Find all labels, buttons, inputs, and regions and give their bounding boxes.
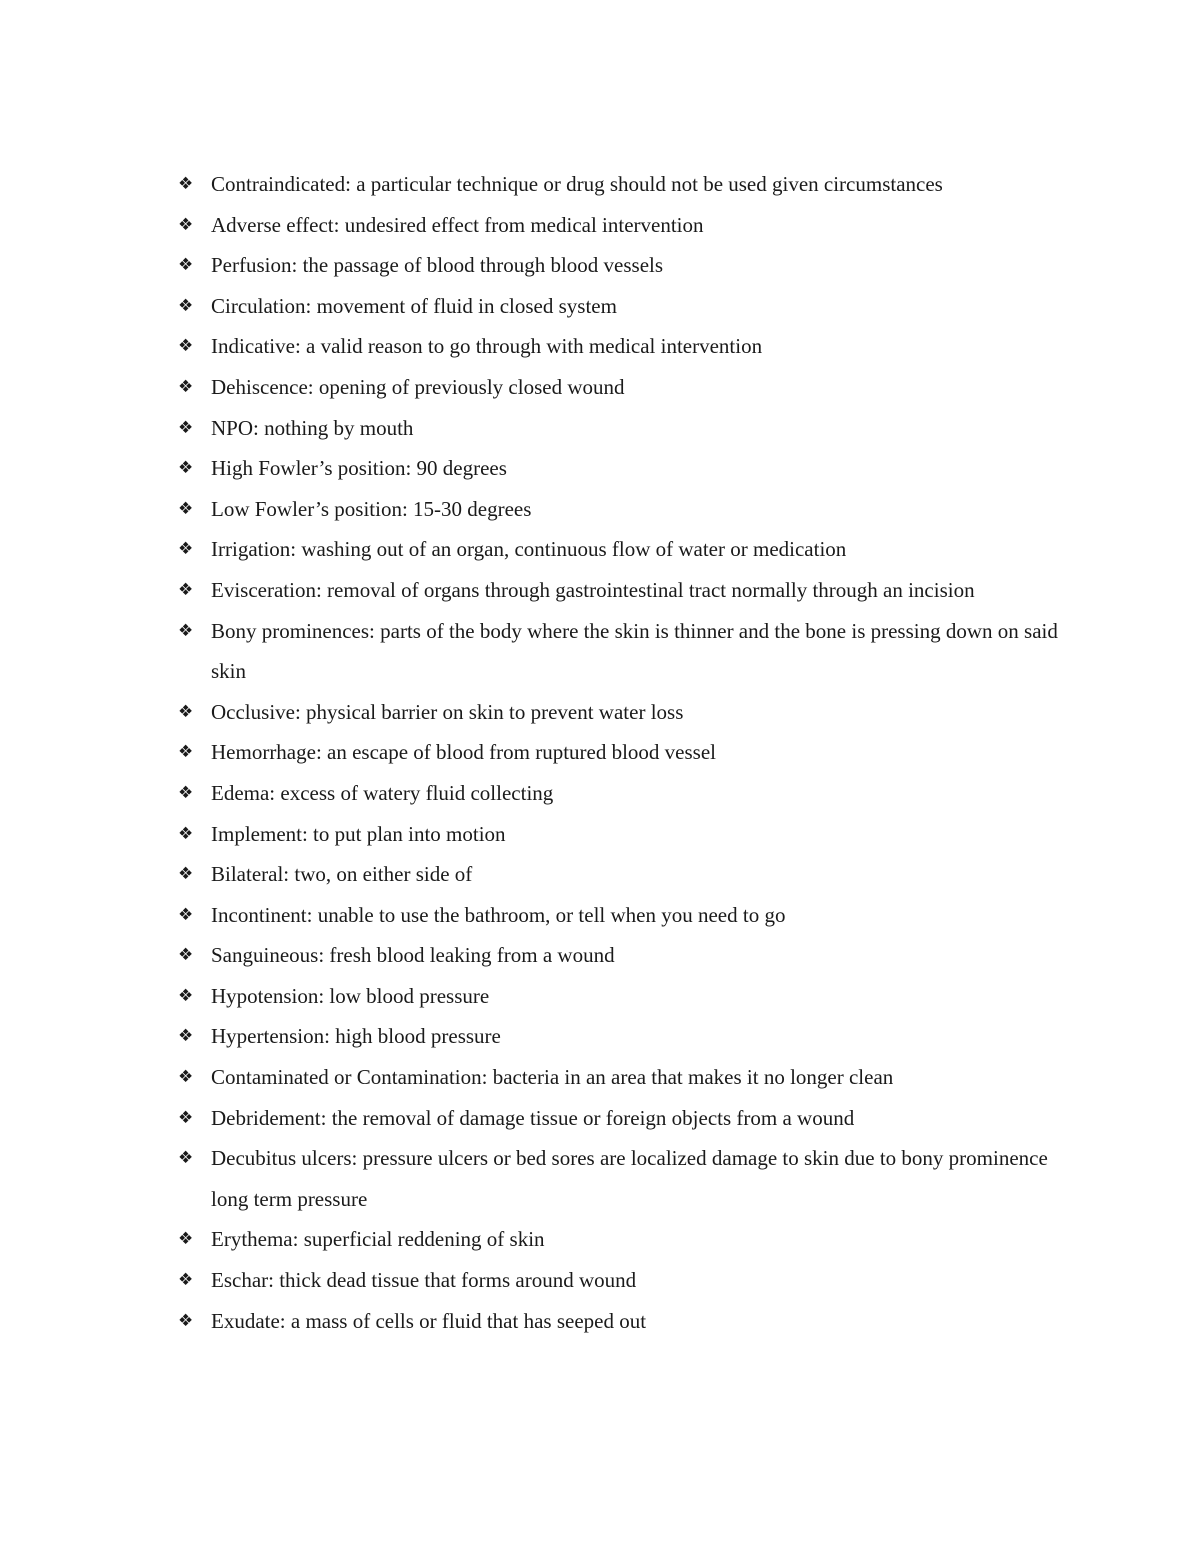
diamond-bullet-icon: ❖ (178, 742, 194, 763)
list-item (178, 529, 1058, 570)
list-item (178, 164, 1058, 205)
diamond-bullet-icon: ❖ (178, 458, 194, 479)
list-item (178, 448, 1058, 489)
list-item (178, 286, 1058, 327)
list-item (178, 570, 1058, 611)
list-item (178, 489, 1058, 530)
list-item-text: Indicative: a valid reason to go through with medical intervention (211, 334, 763, 359)
diamond-bullet-icon: ❖ (178, 336, 194, 357)
list-item-text: Low Fowler’s position: 15-30 degrees (211, 496, 532, 521)
list-item (178, 1138, 1058, 1219)
list-item (178, 854, 1058, 895)
list-item (178, 976, 1058, 1017)
diamond-bullet-icon: ❖ (178, 823, 194, 844)
list-item (178, 367, 1058, 408)
list-item-text: Bony prominences: parts of the body where the skin is thinner and the bone is pressing down on said skin (211, 618, 1058, 684)
list-item (178, 1260, 1058, 1301)
list-item (178, 1098, 1058, 1139)
list-item (178, 732, 1058, 773)
diamond-bullet-icon: ❖ (178, 985, 194, 1006)
list-item (178, 611, 1058, 692)
list-item (178, 773, 1058, 814)
diamond-bullet-icon: ❖ (178, 1107, 194, 1128)
list-item-text: Hypertension: high blood pressure (211, 1024, 501, 1049)
diamond-bullet-icon: ❖ (178, 417, 194, 438)
list-item-text: Circulation: movement of fluid in closed system (211, 293, 617, 318)
list-item-text: Contraindicated: a particular technique or drug should not be used given circumstances (211, 172, 943, 196)
list-item-text: Occlusive: physical barrier on skin to prevent water loss (211, 699, 684, 724)
diamond-bullet-icon: ❖ (178, 539, 194, 560)
diamond-bullet-icon: ❖ (178, 579, 194, 600)
list-item-text: NPO: nothing by mouth (211, 415, 414, 440)
diamond-bullet-icon: ❖ (178, 255, 194, 276)
diamond-bullet-icon: ❖ (178, 1148, 194, 1169)
list-item-text: Erythema: superficial reddening of skin (211, 1227, 545, 1252)
diamond-bullet-icon: ❖ (178, 782, 194, 803)
diamond-bullet-icon: ❖ (178, 904, 194, 925)
list-item-text: Implement: to put plan into motion (211, 821, 506, 846)
diamond-bullet-icon: ❖ (178, 498, 194, 519)
diamond-bullet-icon: ❖ (178, 701, 194, 722)
list-item-text: Dehiscence: opening of previously closed wound (211, 374, 625, 399)
glossary-list (178, 164, 1058, 1341)
diamond-bullet-icon: ❖ (178, 376, 194, 397)
diamond-bullet-icon: ❖ (178, 945, 194, 966)
diamond-bullet-icon: ❖ (178, 214, 194, 235)
list-item-text: High Fowler’s position: 90 degrees (211, 456, 507, 481)
diamond-bullet-icon: ❖ (178, 1026, 194, 1047)
diamond-bullet-icon: ❖ (178, 864, 194, 885)
diamond-bullet-icon: ❖ (178, 174, 194, 194)
diamond-bullet-icon: ❖ (178, 1229, 194, 1250)
list-item-text: Evisceration: removal of organs through gastrointestinal tract normally through an incision (211, 577, 975, 602)
list-item-text: Perfusion: the passage of blood through blood vessels (211, 253, 664, 278)
diamond-bullet-icon: ❖ (178, 1270, 194, 1291)
list-item (178, 1016, 1058, 1057)
list-item (178, 1057, 1058, 1098)
list-item-text: Hemorrhage: an escape of blood from ruptured blood vessel (211, 740, 717, 765)
list-item-text: Edema: excess of watery fluid collecting (211, 780, 554, 805)
list-item (178, 1219, 1058, 1260)
list-item-text: Eschar: thick dead tissue that forms around wound (211, 1268, 637, 1293)
list-item (178, 326, 1058, 367)
list-item-text: Decubitus ulcers: pressure ulcers or bed sores are localized damage to skin due to bony prominence long term pressure (211, 1146, 1048, 1211)
list-item-text: Sanguineous: fresh blood leaking from a wound (211, 943, 615, 968)
list-item-text: Incontinent: unable to use the bathroom, or tell when you need to go (211, 902, 786, 927)
list-item (178, 814, 1058, 855)
list-item (178, 895, 1058, 936)
diamond-bullet-icon: ❖ (178, 1310, 194, 1331)
list-item (178, 935, 1058, 976)
list-item (178, 408, 1058, 449)
list-item-text: Debridement: the removal of damage tissue or foreign objects from a wound (211, 1105, 855, 1130)
diamond-bullet-icon: ❖ (178, 620, 194, 641)
list-item-text: Contaminated or Contamination: bacteria in an area that makes it no longer clean (211, 1065, 894, 1090)
list-item-text: Exudate: a mass of cells or fluid that has seeped out (211, 1308, 647, 1333)
list-item (178, 692, 1058, 733)
list-item-text: Irrigation: washing out of an organ, continuous flow of water or medication (211, 537, 847, 562)
list-item (178, 245, 1058, 286)
list-item (178, 1301, 1058, 1342)
list-item-text: Hypotension: low blood pressure (211, 983, 490, 1008)
list-item (178, 205, 1058, 246)
diamond-bullet-icon: ❖ (178, 295, 194, 316)
list-item-text: Bilateral: two, on either side of (211, 862, 473, 887)
diamond-bullet-icon: ❖ (178, 1067, 194, 1088)
list-item-text: Adverse effect: undesired effect from medical intervention (211, 212, 704, 237)
